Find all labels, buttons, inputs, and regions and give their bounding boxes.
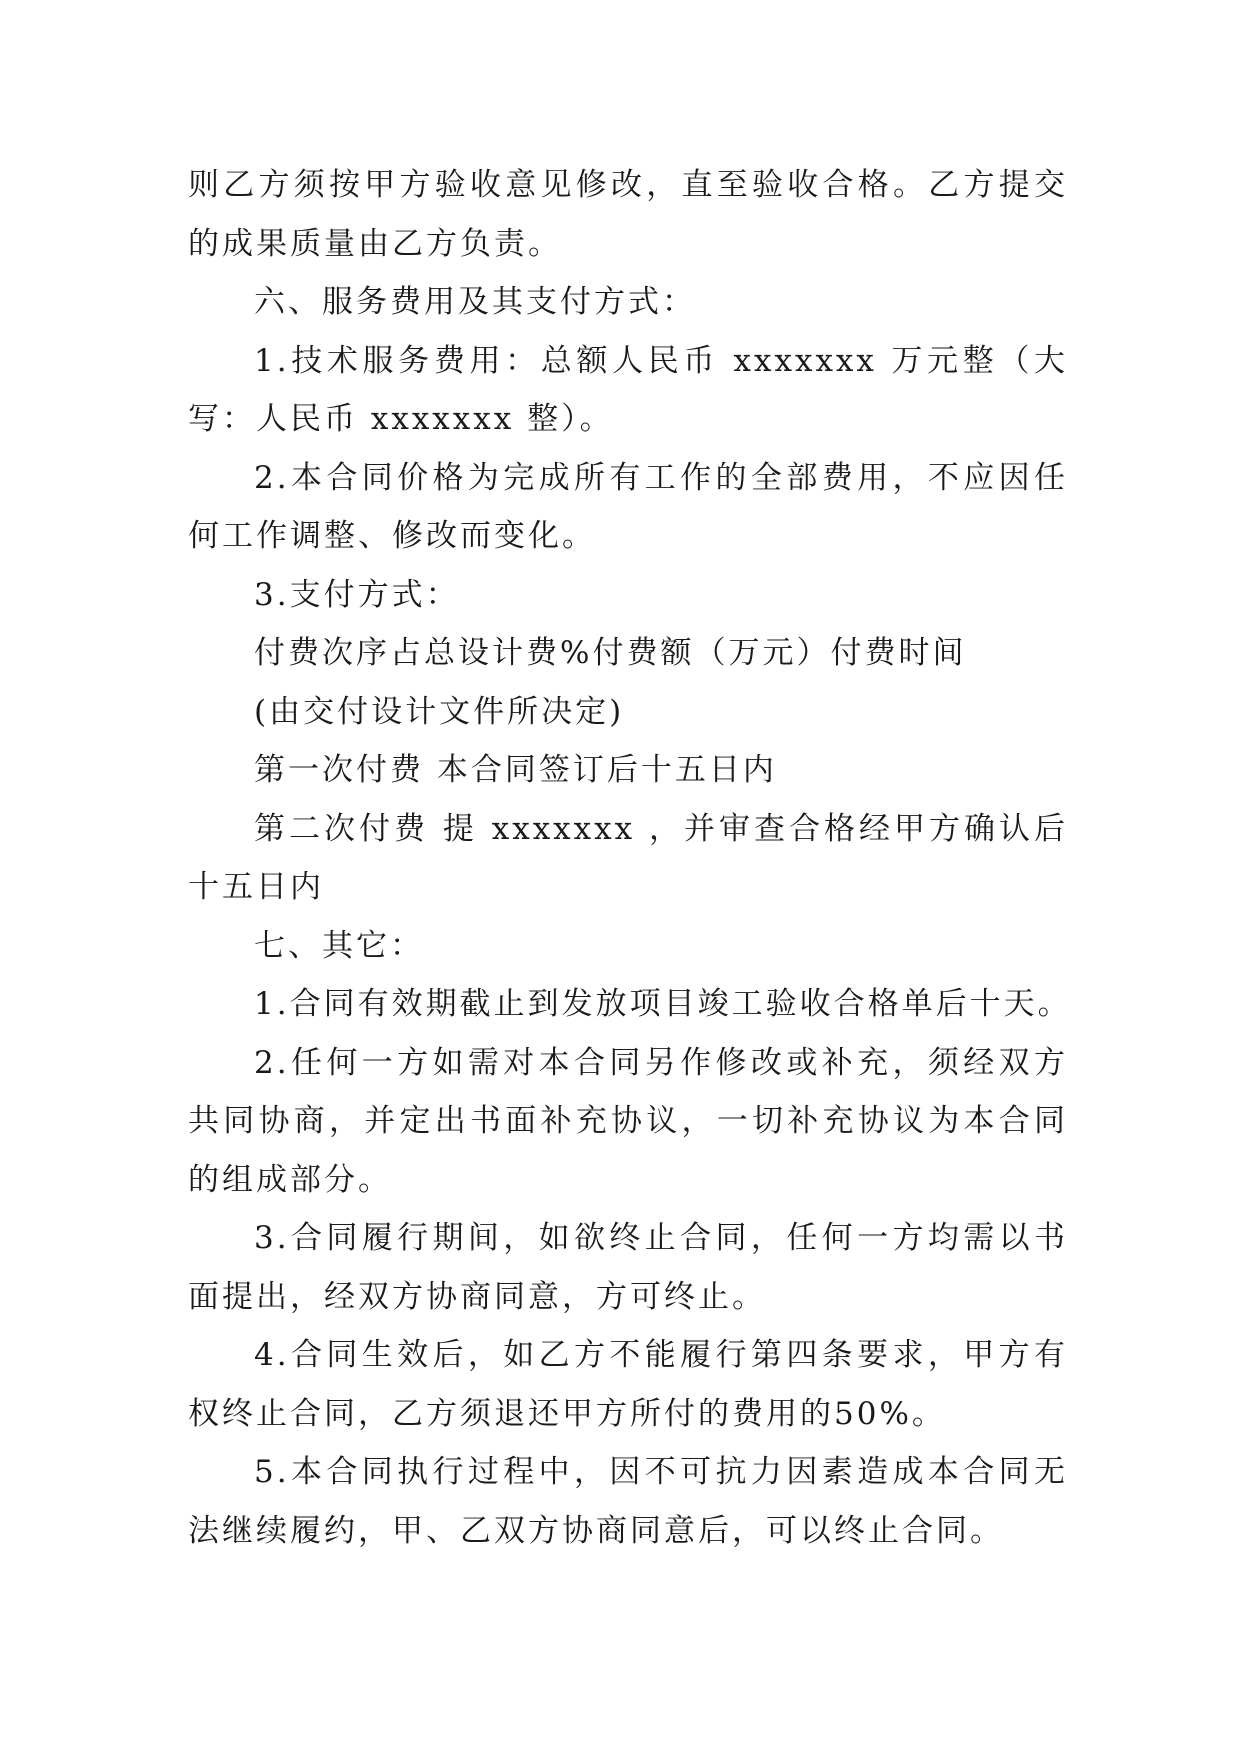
clause-7-5-force-majeure: 5.本合同执行过程中，因不可抗力因素造成本合同无法继续履约，甲、乙双方协商同意后，可以终止合同。 — [188, 1454, 1068, 1549]
clause-6-1-service-fee: 1.技术服务费用：总额人民币 xxxxxxx 万元整（大写：人民币 xxxxxxx 整）。 — [188, 342, 1068, 437]
paragraph-acceptance-continuation: 则乙方须按甲方验收意见修改，直至验收合格。乙方提交的成果质量由乙方负责。 — [188, 167, 1068, 262]
clause-7-3-termination: 3.合同履行期间，如欲终止合同，任何一方均需以书面提出，经双方协商同意，方可终止。 — [188, 1220, 1068, 1315]
payment-table-header: 付费次序占总设计费%付费额（万元）付费时间 — [254, 635, 967, 671]
clause-7-4-refund: 4.合同生效后，如乙方不能履行第四条要求，甲方有权终止合同，乙方须退还甲方所付的费用的50%。 — [188, 1337, 1068, 1432]
payment-table-note: (由交付设计文件所决定) — [254, 693, 625, 730]
payment-row-first: 第一次付费 本合同签订后十五日内 — [254, 752, 777, 788]
section-seven-heading: 七、其它： — [254, 927, 424, 964]
clause-6-2-contract-price: 2.本合同价格为完成所有工作的全部费用，不应因任何工作调整、修改而变化。 — [188, 459, 1068, 554]
clause-6-3-payment-method: 3.支付方式： — [254, 576, 460, 613]
clause-7-1-validity: 1.合同有效期截止到发放项目竣工验收合格单后十天。 — [254, 986, 1072, 1022]
contract-body — [188, 156, 1072, 1560]
clause-7-2-amendment: 2.任何一方如需对本合同另作修改或补充，须经双方共同协商，并定出书面补充协议，一切补充协议为本合同的组成部分。 — [188, 1044, 1068, 1198]
section-six-heading: 六、服务费用及其支付方式： — [254, 284, 696, 320]
payment-row-second: 第二次付费 提 xxxxxxx ，并审查合格经甲方确认后十五日内 — [188, 810, 1068, 905]
